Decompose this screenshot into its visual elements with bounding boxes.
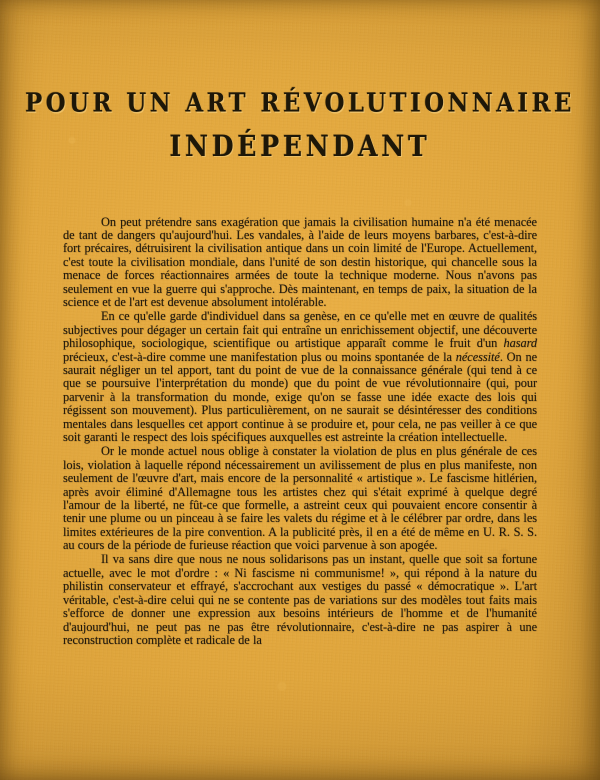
paragraph-2: En ce qu'elle garde d'individuel dans sa genèse, en ce qu'elle met en œuvre de qualités subjectives pour dégager un certain fait qui entraîne un enrichissement objectif, une découverte philosophique, sociologique, scientifique ou artistique apparaît comme le fruit d'un hasard précieux, c'est-à-dire comme une manifestation plus ou moins spontanée de la nécessité. On ne saurait négliger un tel apport, tant du point de vue de la connaissance générale (qui tend à ce que se poursuive l'interprétation du monde) que du point de vue révolutionnaire (qui, pour parvenir à la transformation du monde, exige qu'on se fasse une idée exacte des lois qui régissent son mouvement). Plus particulièrement, on ne saurait se désintéresser des conditions mentales dans lesquelles cet apport continue à se produire et, pour cela, ne pas veiller à ce que soit garanti le respect des lois spécifiques auxquelles est astreinte la création intellectuelle. [63, 309, 537, 445]
title-line-primary: POUR UN ART RÉVOLUTIONNAIRE [25, 87, 575, 119]
document-title [0, 0, 600, 164]
title-line-secondary: INDÉPENDANT [169, 129, 431, 164]
body-text [63, 160, 537, 648]
paragraph-1: On peut prétendre sans exagération que jamais la civilisation humaine n'a été menacée de tant de dangers qu'aujourd'hui. Les vandales, à l'aide de leurs moyens barbares, c'est-à-dire fort précaires, détruisirent la civilisation antique dans un coin limité de l'Europe. Actuellement, c'est toute la civilisation mondiale, dans l'unité de son destin historique, qui chancelle sous la menace de forces réactionnaires armées de toute la technique moderne. Nous n'avons pas seulement en vue la guerre qui s'approche. Dès maintenant, en temps de paix, la situation de la science et de l'art est devenue absolument intolérable. [63, 214, 537, 310]
paragraph-3: Or le monde actuel nous oblige à constater la violation de plus en plus générale de ces lois, violation à laquelle répond nécessairement un avilissement de plus en plus manifeste, non seulement de l'œuvre d'art, mais encore de la personnalité « artistique ». Le fascisme hitlérien, après avoir éliminé d'Allemagne tous les artistes chez qui s'était exprimé à quelque degré l'amour de la liberté, ne fût-ce que formelle, a astreint ceux qui pouvaient encore consentir à tenir une plume ou un pinceau à se faire les valets du régime et à le célébrer par ordre, dans les limites extérieures de la pire convention. A la publicité près, il en a été de même en U. R. S. S. au cours de la période de furieuse réaction que voici parvenue à son apogée. [63, 444, 537, 553]
paragraph-4: Il va sans dire que nous ne nous solidarisons pas un instant, quelle que soit sa fortune actuelle, avec le mot d'ordre : « Ni fascisme ni communisme! », qui répond à la nature du philistin conservateur et effrayé, s'accrochant aux vestiges du passé « démocratique ». L'art véritable, c'est-à-dire celui qui ne se contente pas de variations sur des modèles tout faits mais s'efforce de donner une expression aux besoins intérieurs de l'homme et de l'humanité d'aujourd'hui, ne peut pas ne pas être révolutionnaire, c'est-à-dire ne pas aspirer à une reconstruction complète et radicale de la [63, 552, 537, 648]
